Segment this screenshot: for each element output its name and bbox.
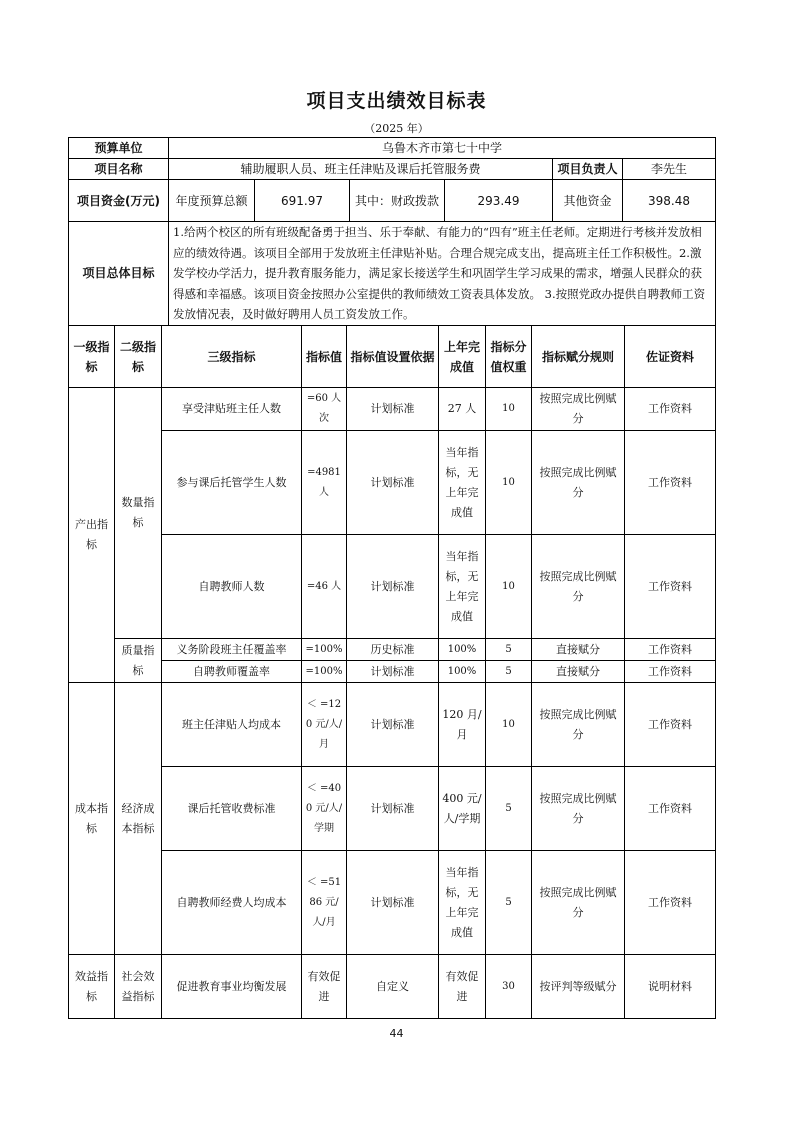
cell-last: 100% bbox=[439, 661, 486, 683]
goal-text: 1.给两个校区的所有班级配备勇于担当、乐于奉献、有能力的“四有”班主任老师。定期进行考核并发放相应的绩效待遇。该项目全部用于发放班主任津贴补贴。合理合规完成支出，提高班主任工作积极性。2.激发学校办学活力，提升教育服务能力，满足家长接送学生和巩固学生学习成果的需求，增强人民群众的获得感和幸福感。该项目资金按照办公室提供的教师绩效工资表具体发放。 3.按照党政办提供自聘教师工资发放情况表，及时做好聘用人员工资发放工作。 bbox=[169, 222, 716, 326]
cell-basis: 计划标准 bbox=[347, 388, 439, 431]
cell-value: =60 人次 bbox=[302, 388, 347, 431]
cell-evidence: 工作资料 bbox=[625, 431, 716, 535]
year-label: （2025 年） bbox=[364, 122, 429, 135]
project-name-label: 项目名称 bbox=[69, 159, 169, 180]
cell-last: 120 月/月 bbox=[439, 683, 486, 767]
cell-rule: 按评判等级赋分 bbox=[532, 955, 625, 1019]
cell-value: =100% bbox=[302, 661, 347, 683]
unit-label: 预算单位 bbox=[69, 138, 169, 159]
table-row bbox=[69, 683, 716, 767]
cell-l3: 自聘教师人数 bbox=[162, 535, 302, 639]
header-level2: 二级指标 bbox=[115, 326, 162, 388]
header-level1: 一级指标 bbox=[69, 326, 115, 388]
page-number: 44 bbox=[389, 1027, 404, 1040]
cell-evidence: 工作资料 bbox=[625, 661, 716, 683]
cell-l3: 班主任津贴人均成本 bbox=[162, 683, 302, 767]
cell-weight: 30 bbox=[486, 955, 532, 1019]
header-evidence: 佐证资料 bbox=[625, 326, 716, 388]
cell-last: 当年指标，无上年完成值 bbox=[439, 431, 486, 535]
cell-weight: 5 bbox=[486, 661, 532, 683]
annual-budget-value: 691.97 bbox=[255, 180, 350, 222]
header-rule: 指标赋分规则 bbox=[532, 326, 625, 388]
table-row bbox=[69, 639, 716, 661]
cell-value: 有效促进 bbox=[302, 955, 347, 1019]
cell-last: 100% bbox=[439, 639, 486, 661]
cell-evidence: 工作资料 bbox=[625, 767, 716, 851]
cell-basis: 历史标准 bbox=[347, 639, 439, 661]
cell-evidence: 工作资料 bbox=[625, 535, 716, 639]
cell-value: =100% bbox=[302, 639, 347, 661]
indicator-table bbox=[68, 325, 716, 1019]
cell-basis: 计划标准 bbox=[347, 431, 439, 535]
cell-value: =46 人 bbox=[302, 535, 347, 639]
cell-last: 有效促进 bbox=[439, 955, 486, 1019]
cell-value: ＜ =400 元/人/学期 bbox=[302, 767, 347, 851]
group-quantity: 数量指标 bbox=[115, 388, 162, 639]
group-output: 产出指标 bbox=[69, 388, 115, 683]
project-name-value: 辅助履职人员、班主任津贴及课后托管服务费 bbox=[169, 159, 553, 180]
cell-value: =4981 人 bbox=[302, 431, 347, 535]
cell-basis: 计划标准 bbox=[347, 683, 439, 767]
other-value: 398.48 bbox=[623, 180, 716, 222]
cell-weight: 10 bbox=[486, 431, 532, 535]
cell-rule: 按照完成比例赋分 bbox=[532, 535, 625, 639]
header-last-year: 上年完成值 bbox=[439, 326, 486, 388]
header-value: 指标值 bbox=[302, 326, 347, 388]
group-social: 社会效益指标 bbox=[115, 955, 162, 1019]
annual-budget-label: 年度预算总额 bbox=[169, 180, 255, 222]
cell-rule: 直接赋分 bbox=[532, 661, 625, 683]
cell-value: ＜ =5186 元/人/月 bbox=[302, 851, 347, 955]
cell-evidence: 工作资料 bbox=[625, 683, 716, 767]
fiscal-label: 其中：财政拨款 bbox=[350, 180, 445, 222]
group-benefit: 效益指标 bbox=[69, 955, 115, 1019]
cell-basis: 计划标准 bbox=[347, 535, 439, 639]
cell-l3: 享受津贴班主任人数 bbox=[162, 388, 302, 431]
header-weight: 指标分值权重 bbox=[486, 326, 532, 388]
cell-l3: 参与课后托管学生人数 bbox=[162, 431, 302, 535]
header-level3: 三级指标 bbox=[162, 326, 302, 388]
cell-rule: 按照完成比例赋分 bbox=[532, 851, 625, 955]
cell-rule: 按照完成比例赋分 bbox=[532, 431, 625, 535]
header-basis: 指标值设置依据 bbox=[347, 326, 439, 388]
cell-basis: 计划标准 bbox=[347, 661, 439, 683]
cell-basis: 自定义 bbox=[347, 955, 439, 1019]
cell-rule: 按照完成比例赋分 bbox=[532, 767, 625, 851]
cell-rule: 按照完成比例赋分 bbox=[532, 388, 625, 431]
group-quality: 质量指标 bbox=[115, 639, 162, 683]
cell-last: 27 人 bbox=[439, 388, 486, 431]
table-row bbox=[69, 535, 716, 639]
info-table bbox=[68, 137, 716, 326]
cell-l3: 义务阶段班主任覆盖率 bbox=[162, 639, 302, 661]
cell-evidence: 工作资料 bbox=[625, 388, 716, 431]
cell-rule: 直接赋分 bbox=[532, 639, 625, 661]
cell-value: ＜ =120 元/人/月 bbox=[302, 683, 347, 767]
goal-label: 项目总体目标 bbox=[69, 222, 169, 326]
cell-weight: 10 bbox=[486, 535, 532, 639]
cell-l3: 课后托管收费标准 bbox=[162, 767, 302, 851]
leader-label: 项目负责人 bbox=[553, 159, 623, 180]
table-row bbox=[69, 767, 716, 851]
page-title: 项目支出绩效目标表 bbox=[306, 90, 487, 112]
cell-l3: 自聘教师覆盖率 bbox=[162, 661, 302, 683]
cell-l3: 促进教育事业均衡发展 bbox=[162, 955, 302, 1019]
table-row bbox=[69, 955, 716, 1019]
funds-label: 项目资金(万元) bbox=[69, 180, 169, 222]
unit-value: 乌鲁木齐市第七十中学 bbox=[169, 138, 716, 159]
cell-weight: 10 bbox=[486, 388, 532, 431]
table-row bbox=[69, 661, 716, 683]
cell-l3: 自聘教师经费人均成本 bbox=[162, 851, 302, 955]
table-row bbox=[69, 431, 716, 535]
cell-evidence: 工作资料 bbox=[625, 851, 716, 955]
cell-weight: 5 bbox=[486, 767, 532, 851]
cell-basis: 计划标准 bbox=[347, 767, 439, 851]
cell-weight: 5 bbox=[486, 639, 532, 661]
fiscal-value: 293.49 bbox=[445, 180, 553, 222]
other-label: 其他资金 bbox=[553, 180, 623, 222]
leader-value: 李先生 bbox=[623, 159, 716, 180]
table-row bbox=[69, 851, 716, 955]
cell-evidence: 说明材料 bbox=[625, 955, 716, 1019]
cell-weight: 5 bbox=[486, 851, 532, 955]
cell-basis: 计划标准 bbox=[347, 851, 439, 955]
group-cost: 成本指标 bbox=[69, 683, 115, 955]
table-row bbox=[69, 388, 716, 431]
group-econ: 经济成本指标 bbox=[115, 683, 162, 955]
cell-rule: 按照完成比例赋分 bbox=[532, 683, 625, 767]
cell-last: 当年指标，无上年完成值 bbox=[439, 535, 486, 639]
cell-last: 当年指标，无上年完成值 bbox=[439, 851, 486, 955]
cell-evidence: 工作资料 bbox=[625, 639, 716, 661]
cell-weight: 10 bbox=[486, 683, 532, 767]
cell-last: 400 元/人/学期 bbox=[439, 767, 486, 851]
